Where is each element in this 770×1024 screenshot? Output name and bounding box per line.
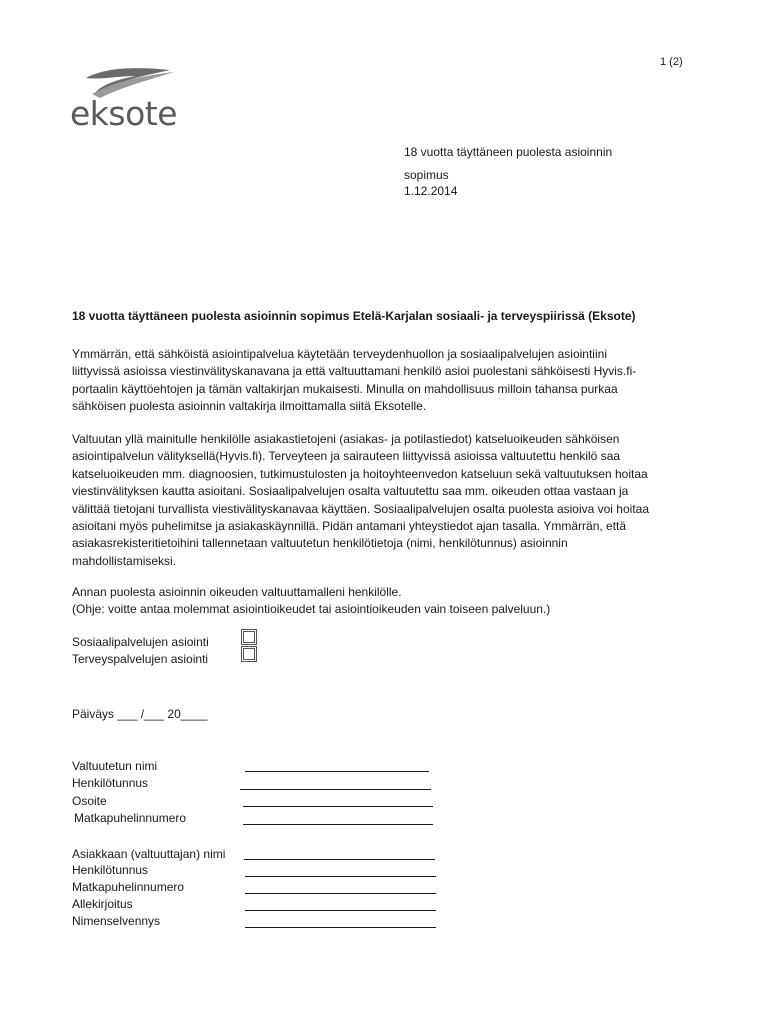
input-line-client-id[interactable]	[245, 876, 436, 877]
header-title-line2: sopimus	[404, 168, 449, 182]
header-title-line1: 18 vuotta täyttäneen puolesta asioinnin	[404, 145, 613, 159]
text-line: liittyvissä asioissa viestinvälityskanavana ja että valtuuttamani henkilö asioi puolestani sähköisesti Hyvis.fi-	[72, 364, 637, 379]
input-line-client-name[interactable]	[244, 859, 435, 860]
field-label-authorized-id: Henkilötunnus	[72, 776, 149, 790]
input-line-authorized-id[interactable]	[240, 789, 431, 790]
header-date: 1.12.2014	[404, 184, 458, 198]
field-label-authorized-address: Osoite	[72, 794, 107, 808]
paragraph-grant	[72, 584, 694, 619]
document-title: 18 vuotta täyttäneen puolesta asioinnin sopimus Etelä-Karjalan sosiaali- ja terveyspiirissä (Eksote)	[72, 309, 636, 323]
text-line: asioitani myös puhelimitse ja asiakaskäynnillä. Pidän antamani yhteystiedot ajan tasalla. Ymmärrän, että	[72, 519, 627, 534]
date-field[interactable]: Päiväys ___ /___ 20____	[72, 707, 208, 721]
text-line: mahdollistamiseksi.	[72, 553, 177, 568]
service-label-health: Terveyspalvelujen asiointi	[72, 652, 209, 666]
field-label-authorized-phone: Matkapuhelinnumero	[74, 811, 187, 825]
input-line-authorized-name[interactable]	[245, 771, 429, 772]
input-line-client-signature[interactable]	[245, 910, 436, 911]
checkbox-social-services[interactable]	[243, 631, 255, 643]
input-line-client-phone[interactable]	[245, 893, 436, 894]
text-line: portaalin käyttöehtojen ja tämän valtakirjan mukaisesti. Minulla on mahdollisuus milloin tahansa purkaa	[72, 381, 618, 396]
text-line: sähköisen puolesta asioinnin valtakirja ilmoittamalla siitä Eksotelle.	[72, 399, 427, 414]
text-line: Ymmärrän, että sähköistä asiointipalvelua käytetään terveydenhuollon ja sosiaalipalvelujen asiointiini	[72, 347, 607, 361]
field-label-client-signature: Allekirjoitus	[72, 897, 133, 911]
input-line-authorized-phone[interactable]	[243, 824, 433, 825]
input-line-authorized-address[interactable]	[243, 806, 433, 807]
text-line: asiointipalvelun välityksellä(Hyvis.fi). Terveyteen ja sairauteen liittyvissä asioissa valtuutettu henkilö saa	[72, 449, 621, 464]
text-line: Valtuutan yllä mainitulle henkilölle asiakastietojeni (asiakas- ja potilastiedot) katseluoikeuden sähköisen	[72, 432, 620, 446]
input-line-client-name-clarification[interactable]	[245, 927, 436, 928]
eksote-logo	[70, 64, 180, 134]
field-label-client-phone: Matkapuhelinnumero	[72, 880, 185, 894]
paragraph-authorization	[72, 431, 694, 570]
page-number: 1 (2)	[660, 56, 683, 68]
checkbox-health-services[interactable]	[243, 648, 255, 660]
text-line: katseluoikeuden mm. diagnoosien, tutkimustulosten ja hoitoyhteenvedon katseluun sekä valtuutuksen hoitaa	[72, 466, 648, 481]
text-line: välittää tietojani turvallista viestivälityskanavaa käyttäen. Sosiaalipalvelujen osalta puolesta asioiva voi hoitaa	[72, 501, 649, 516]
paragraph-consent	[72, 346, 694, 416]
logo-text: eksote	[70, 94, 178, 133]
field-label-client-id: Henkilötunnus	[72, 863, 149, 877]
text-line: asiakasrekisteritietoihini tallennetaan valtuutetun henkilötietoja (nimi, henkilötunnus) asioinnin	[72, 536, 568, 551]
text-line: (Ohje: voitte antaa molemmat asiointioikeudet tai asiointioikeuden vain toiseen palveluun.)	[72, 602, 551, 617]
service-label-social: Sosiaalipalvelujen asiointi	[72, 635, 209, 649]
field-label-authorized-name: Valtuutetun nimi	[72, 759, 158, 773]
field-label-client-name: Asiakkaan (valtuuttajan) nimi	[72, 847, 226, 861]
text-line: viestinvälityksen kautta asioitani. Sosiaalipalvelujen osalta valtuutettu saa mm. oikeuden ottaa vastaan ja	[72, 484, 629, 499]
field-label-client-name-clarification: Nimenselvennys	[72, 914, 161, 928]
text-line: Annan puolesta asioinnin oikeuden valtuuttamalleni henkilölle.	[72, 585, 402, 599]
